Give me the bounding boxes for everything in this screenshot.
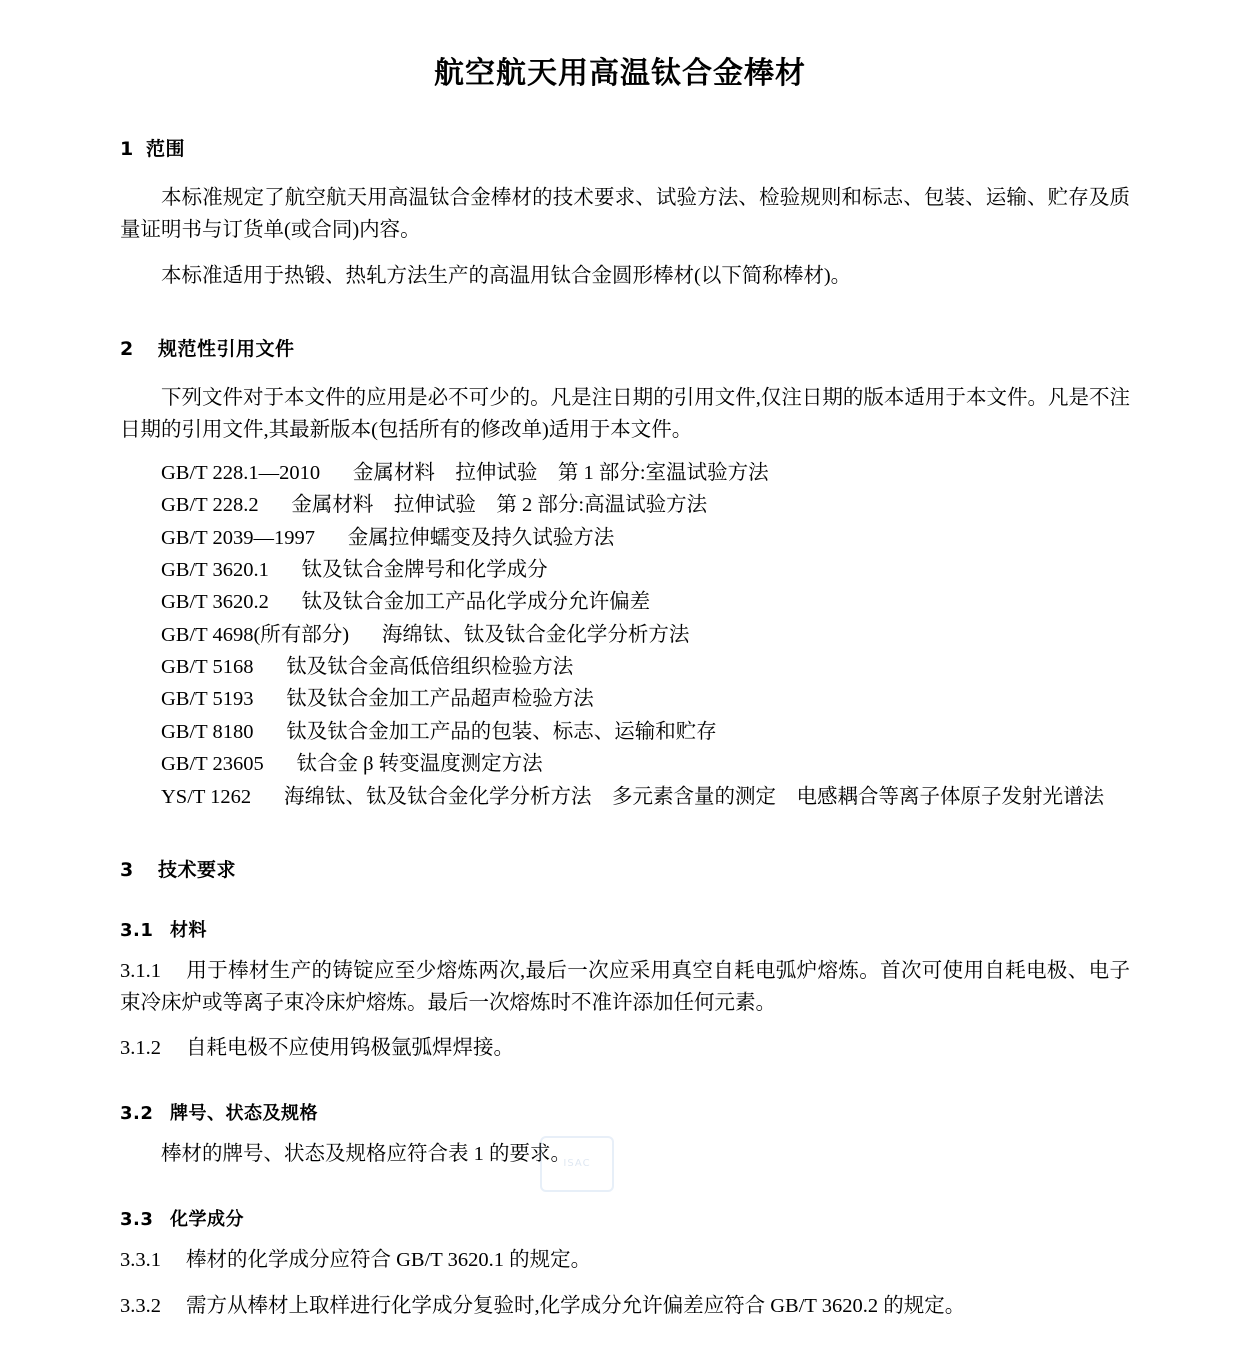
reference-item (120, 748, 1130, 780)
reference-code: GB/T 5168 (161, 656, 254, 679)
section-heading-2 (120, 334, 1130, 361)
reference-title: 钛及钛合金牌号和化学成分 (301, 558, 548, 581)
reference-code: GB/T 3620.2 (161, 591, 269, 614)
clause-3-1-1 (120, 956, 1130, 1020)
section-heading-1 (120, 134, 1130, 161)
reference-title: 钛及钛合金加工产品超声检验方法 (286, 688, 594, 711)
reference-title: 钛及钛合金加工产品化学成分允许偏差 (301, 591, 651, 614)
subsection-heading-3-3 (120, 1205, 1130, 1231)
subsection-number-3-3: 3.3 (120, 1209, 154, 1231)
reference-code: GB/T 4698(所有部分) (161, 623, 350, 646)
reference-code: GB/T 228.2 (161, 494, 259, 517)
reference-item (120, 651, 1130, 683)
subsection-title-3-3: 化学成分 (170, 1209, 244, 1231)
reference-code: YS/T 1262 (161, 785, 252, 808)
reference-code: GB/T 23605 (161, 753, 264, 776)
page-title: 航空航天用高温钛合金棒材 (434, 56, 806, 91)
reference-item (120, 489, 1130, 521)
reference-item (120, 554, 1130, 586)
reference-item (120, 522, 1130, 554)
document-page (0, 28, 1240, 1352)
section-title-1: 范围 (146, 138, 186, 160)
reference-title: 钛及钛合金加工产品的包装、标志、运输和贮存 (286, 720, 717, 743)
clause-3-1-2 (120, 1033, 1130, 1065)
reference-code: GB/T 5193 (161, 688, 254, 711)
section-title-2: 规范性引用文件 (158, 338, 295, 361)
clause-text-3-3-2: 需方从棒材上取样进行化学成分复验时,化学成分允许偏差应符合 GB/T 3620.2 的规定。 (186, 1294, 966, 1317)
reference-title: 海绵钛、钛及钛合金化学分析方法 (381, 623, 690, 646)
subsection-number-3-1: 3.1 (120, 919, 154, 941)
clause-text-3-3-1: 棒材的化学成分应符合 GB/T 3620.1 的规定。 (186, 1249, 592, 1272)
subsection-title-3-2: 牌号、状态及规格 (170, 1103, 318, 1125)
section-1-paragraph-2: 本标准适用于热锻、热轧方法生产的高温用钛合金圆形棒材(以下简称棒材)。 (161, 264, 852, 287)
subsection-heading-3-2 (120, 1099, 1130, 1125)
section-title-3: 技术要求 (158, 858, 237, 881)
reference-title: 金属拉伸蠕变及持久试验方法 (347, 526, 615, 549)
clause-number-3-3-2: 3.3.2 (120, 1294, 161, 1317)
section-1-paragraph-1: 本标准规定了航空航天用高温钛合金棒材的技术要求、试验方法、检验规则和标志、包装、运输、贮存及质量证明书与订货单(或合同)内容。 (120, 187, 1130, 241)
section-2-paragraph-1: 下列文件对于本文件的应用是必不可少的。凡是注日期的引用文件,仅注日期的版本适用于本文件。凡是不注日期的引用文件,其最新版本(包括所有的修改单)适用于本文件。 (120, 387, 1130, 442)
reference-title: 海绵钛、钛及钛合金化学分析方法 多元素含量的测定 电感耦合等离子体原子发射光谱法 (283, 785, 1104, 808)
reference-item (120, 781, 1130, 813)
reference-title: 金属材料 拉伸试验 第 2 部分:高温试验方法 (291, 494, 708, 517)
clause-3-3-1 (120, 1245, 1130, 1277)
reference-item (120, 457, 1130, 489)
reference-title: 金属材料 拉伸试验 第 1 部分:室温试验方法 (352, 461, 769, 484)
reference-code: GB/T 2039—1997 (161, 526, 315, 549)
clause-3-3-2 (120, 1291, 1130, 1323)
normative-references-list (120, 457, 1130, 813)
clause-number-3-1-1: 3.1.1 (120, 959, 161, 982)
section-heading-3 (120, 855, 1130, 882)
reference-code: GB/T 8180 (161, 720, 254, 743)
reference-item (120, 619, 1130, 651)
section-number-1: 1 (120, 138, 134, 160)
subsection-title-3-1: 材料 (170, 919, 207, 941)
reference-title: 钛及钛合金高低倍组织检验方法 (286, 656, 574, 679)
reference-item (120, 716, 1130, 748)
subsection-heading-3-1 (120, 916, 1130, 942)
clause-text-3-1-2: 自耗电极不应使用钨极氩弧焊焊接。 (186, 1037, 514, 1060)
clause-number-3-3-1: 3.3.1 (120, 1249, 161, 1272)
reference-item (120, 683, 1130, 715)
watermark-logo: ISAC (540, 1136, 614, 1192)
reference-code: GB/T 228.1—2010 (161, 461, 321, 484)
reference-item (120, 586, 1130, 618)
subsection-3-2-paragraph-1: 棒材的牌号、状态及规格应符合表 1 的要求。 (161, 1143, 571, 1166)
section-number-2: 2 (120, 338, 134, 361)
subsection-number-3-2: 3.2 (120, 1103, 154, 1125)
reference-code: GB/T 3620.1 (161, 558, 269, 581)
section-number-3: 3 (120, 858, 134, 881)
clause-number-3-1-2: 3.1.2 (120, 1037, 161, 1060)
clause-text-3-1-1: 用于棒材生产的铸锭应至少熔炼两次,最后一次应采用真空自耗电弧炉熔炼。首次可使用自耗电极、电子束冷床炉或等离子束冷床炉熔炼。最后一次熔炼时不准许添加任何元素。 (120, 959, 1130, 1014)
reference-title: 钛合金 β 转变温度测定方法 (296, 753, 543, 776)
document-body (110, 134, 1130, 1323)
